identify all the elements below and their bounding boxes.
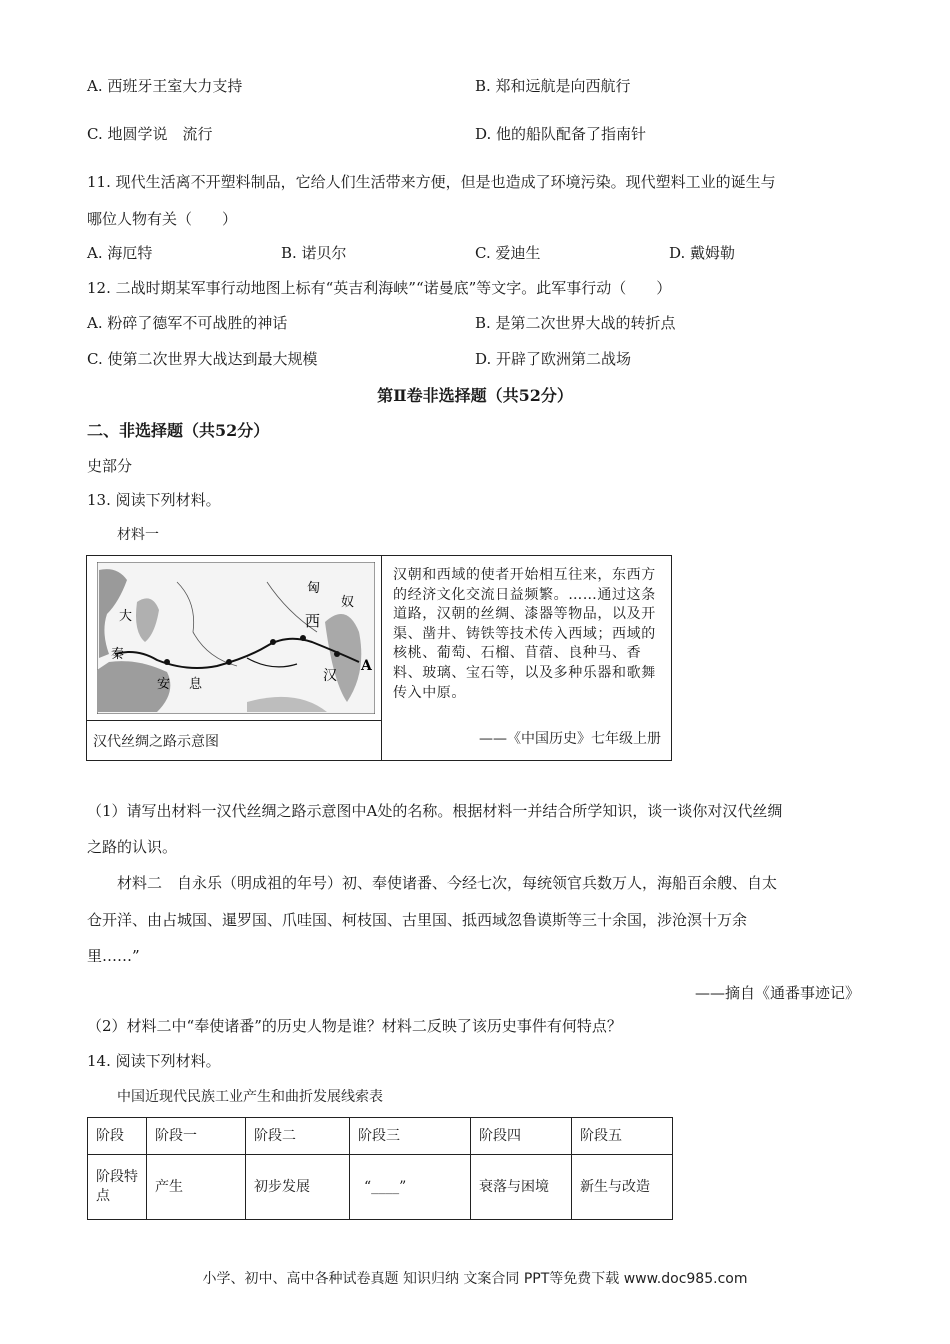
material1-box (86, 555, 672, 761)
table-row (88, 1155, 673, 1220)
q11-stem-line2: 哪位人物有关（ ） (87, 210, 238, 228)
map-camel-3 (270, 639, 276, 645)
table-row-label: 阶段特点 (88, 1155, 147, 1220)
q10-option-a: A. 西班牙王室大力支持 (87, 77, 243, 95)
box-divider (381, 556, 382, 760)
table-header-cell: 阶段二 (246, 1118, 350, 1155)
table-cell: 初步发展 (246, 1155, 350, 1220)
q14-stem: 14. 阅读下列材料。 (87, 1052, 221, 1070)
table-header-cell: 阶段五 (572, 1118, 673, 1155)
map-camel-2 (226, 659, 232, 665)
table-header-cell: 阶段四 (471, 1118, 572, 1155)
map-label-da: 大 (119, 609, 133, 624)
table-cell: 衰落与困境 (471, 1155, 572, 1220)
q10-option-c: C. 地圆学说 流行 (87, 125, 213, 143)
section-title: 二、非选择题（共52分） (87, 421, 270, 440)
map-label-xi: 西 (305, 612, 321, 630)
material1-source: ——《中国历史》七年级上册 (479, 731, 661, 747)
material2-source: ——摘自《通番事迹记》 (694, 984, 860, 1002)
q12-option-b: B. 是第二次世界大战的转折点 (475, 314, 676, 332)
material2-line2: 仓开洋、由占城国、暹罗国、爪哇国、柯枝国、古里国、抵西域忽鲁谟斯等三十余国，涉沧溟十万余 (87, 911, 748, 929)
material1-quote: 汉朝和西域的使者开始相互往来，东西方的经济文化交流日益频繁。……通过这条道路，汉朝的丝绸、漆器等物品，以及开渠、凿井、铸铁等技术传入西域；西域的核桃、葡萄、石榴、苜蓿、良种马、香料、玻璃、宝石等，以及多种乐器和歌舞传入中原。 (393, 567, 656, 701)
q12-option-c: C. 使第二次世界大战达到最大规模 (87, 350, 318, 368)
q11-option-d: D. 戴姆勒 (669, 244, 736, 262)
q10-option-b: B. 郑和远航是向西航行 (475, 77, 631, 95)
silk-road-map (97, 562, 375, 714)
material1-label: 材料一 (117, 527, 159, 543)
table-header-cell: 阶段三 (350, 1118, 471, 1155)
map-camel-5 (334, 651, 340, 657)
q14-table-title: 中国近现代民族工业产生和曲折发展线索表 (117, 1089, 383, 1105)
q11-option-a: A. 海厄特 (87, 244, 153, 262)
q11-option-b: B. 诺贝尔 (281, 244, 347, 262)
q12-option-a: A. 粉碎了德军不可战胜的神话 (87, 314, 288, 332)
q13-sub2: （2）材料二中“奉使诸番”的历史人物是谁？材料二反映了该历史事件有何特点？ (87, 1017, 622, 1035)
table-cell-blank: “____” (350, 1155, 471, 1220)
q10-option-d: D. 他的船队配备了指南针 (475, 125, 647, 143)
map-label-qin: 秦 (111, 647, 125, 662)
page-footer: 小学、初中、高中各种试卷真题 知识归纳 文案合同 PPT等免费下载 www.doc985.com (202, 1271, 748, 1287)
industry-table (87, 1117, 673, 1220)
material2-line1: 材料二 自永乐（明成祖的年号）初、奉使诸番、今经七次，每统领官兵数万人，海船百余艘、自太 (117, 874, 778, 892)
q13-sub1-line2: 之路的认识。 (87, 838, 178, 856)
table-header-cell: 阶段 (88, 1118, 147, 1155)
table-cell: 新生与改造 (572, 1155, 673, 1220)
table-header-cell: 阶段一 (147, 1118, 246, 1155)
table-cell: 产生 (147, 1155, 246, 1220)
map-camel-4 (300, 635, 306, 641)
map-caption-cell (87, 720, 381, 761)
q13-sub1-line1: （1）请写出材料一汉代丝绸之路示意图中A处的名称。根据材料一并结合所学知识，谈一谈你对汉代丝绸 (87, 802, 783, 820)
q12-option-d: D. 开辟了欧洲第二战场 (475, 350, 632, 368)
map-caption: 汉代丝绸之路示意图 (93, 734, 219, 750)
q11-stem-line1: 11. 现代生活离不开塑料制品，它给人们生活带来方便，但是也造成了环境污染。现代塑料工业的诞生与 (87, 173, 776, 191)
map-label-xiongnu-2: 奴 (341, 595, 355, 610)
q13-stem: 13. 阅读下列材料。 (87, 491, 221, 509)
q12-stem: 12. 二战时期某军事行动地图上标有“英吉利海峡”“诺曼底”等文字。此军事行动（ ） (87, 279, 672, 297)
map-camel-1 (164, 659, 170, 665)
subject-label: 史部分 (87, 457, 133, 475)
table-header-row (88, 1118, 673, 1155)
volume-title: 第Ⅱ卷非选择题（共52分） (377, 386, 573, 405)
material2-line3: 里……” (87, 947, 140, 965)
map-label-an: 安 (157, 677, 171, 692)
map-label-a: A (361, 658, 372, 674)
map-label-xi-anxi: 息 (189, 677, 203, 692)
map-label-han: 汉 (323, 668, 337, 684)
map-label-xiongnu-1: 匈 (307, 581, 321, 596)
q11-option-c: C. 爱迪生 (475, 244, 541, 262)
